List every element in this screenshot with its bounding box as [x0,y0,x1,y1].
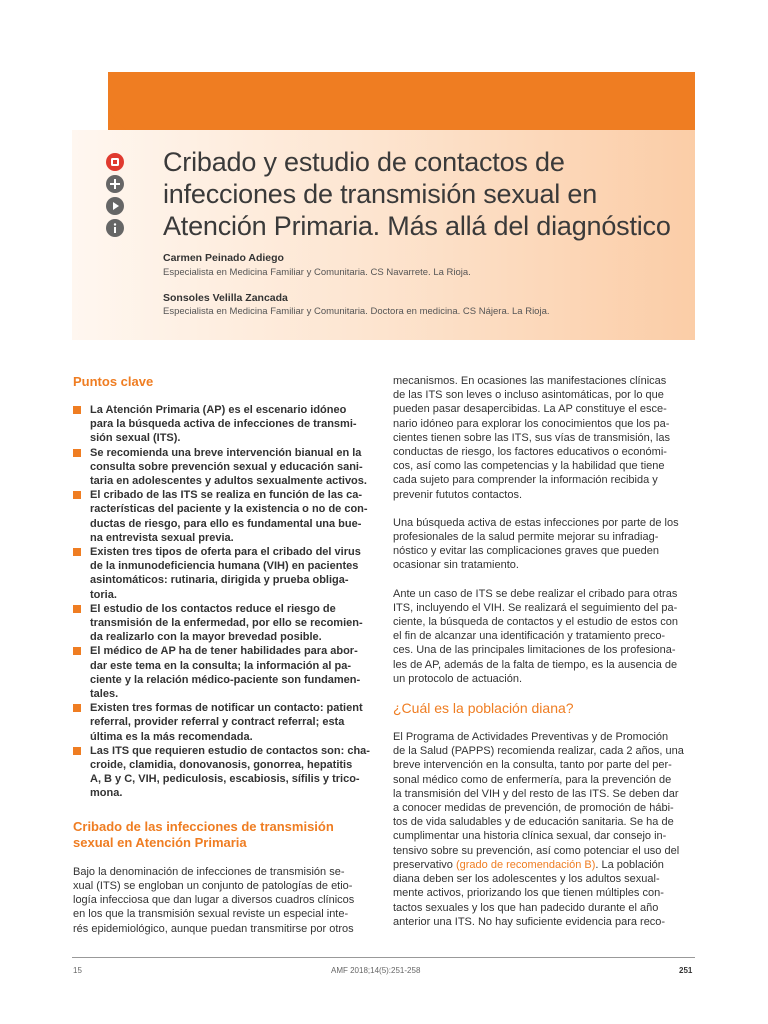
key-points-heading: Puntos clave [73,374,154,389]
text-line: na entrevista sexual previa. [90,531,234,544]
text-line [393,858,695,872]
text-line: toria. [90,588,117,601]
text-line: el fin de alcanzar una identificación y tratamiento preco- [393,630,666,643]
text-line: nario idóneo para explorar los conocimientos que los pa- [393,417,670,430]
key-point [73,403,376,446]
text-line: ductas de riesgo, para ello es fundamental una bue- [90,517,362,530]
text-line: cada sujeto para comprender la información recibida y [393,474,658,487]
text-fragment: preservativo [393,858,456,871]
text-line: sonal médico como de enfermería, para la prevención de [393,773,672,786]
text-line: xual (ITS) se engloban un conjunto de patologías de etio- [73,879,353,892]
text-line: logía infecciosa que dan lugar a diversos cuadros clínicos [73,894,355,907]
left-column [73,374,376,936]
text-line: racterísticas del paciente y la existencia o no de con- [90,503,368,516]
text-line: mecanismos. En ocasiones las manifestaciones clínicas [393,375,667,387]
article-icons [106,153,126,241]
page-number: 251 [679,966,693,975]
text-line: Existen tres tipos de oferta para el cribado del virus [90,546,361,559]
text-line: de las ITS son leves o incluso asintomáticas, por lo que [393,389,664,402]
recommendation-grade: (grado de recomendación B) [455,858,596,871]
text-line: tos de vida saludables y de educación sanitaria. Se ha de [393,816,674,829]
text-line: taria en adolescentes y adultos sexualmente activos. [90,475,367,488]
text-line: de la Salud (PAPPS) recomienda realizar, cada 2 años, una [393,745,684,758]
text-line: profesionales de la salud permite mejorar su infradiag- [393,531,659,544]
paragraph [393,374,695,502]
text-line: breve intervención en la consulta, tanto por parte del per- [393,759,672,772]
author-affiliation: Especialista en Medicina Familiar y Comunitaria. Doctora en medicina. CS Nájera. La Rioja. [163,306,550,317]
paragraph [393,587,695,686]
title-line: infecciones de transmisión sexual en [163,179,598,209]
plus-icon[interactable] [106,175,124,193]
text-line: consulta sobre prevención sexual y educación sani- [90,460,363,473]
header-band [108,72,695,132]
text-line: ITS, incluyendo el VIH. Se realizará el seguimiento del pa- [393,601,678,614]
title-line: Cribado y estudio de contactos de [163,147,565,177]
text-line: dar este tema en la consulta; la información al pa- [90,659,352,672]
footer-left-number: 15 [73,966,82,975]
stop-icon[interactable] [106,153,124,171]
text-line: referral, provider referral y contract referral; esta [90,716,345,729]
text-line: Existen tres formas de notificar un contacto: patient [90,702,363,715]
section-heading: ¿Cuál es la población diana? [393,700,574,717]
text-line: prevenir fututos contactos. [393,488,523,501]
text-line: sión sexual (ITS). [90,432,181,445]
text-line: tensivo sobre su prevención, así como potenciar el uso del [393,844,680,857]
text-line: La Atención Primaria (AP) es el escenario idóneo [90,404,347,416]
text-line: El cribado de las ITS se realiza en función de las ca- [90,489,363,502]
title-line: Atención Primaria. Más allá del diagnóstico [163,211,671,241]
text-line: ocasionar sin tratamiento. [393,559,519,572]
article-title [163,146,693,242]
text-line: Bajo la denominación de infecciones de transmisión se- [73,865,345,878]
text-line: Una búsqueda activa de estas infecciones por parte de los [393,516,679,529]
text-line: para la búsqueda activa de infecciones de transmi- [90,418,357,431]
text-line: Las ITS que requieren estudio de contactos son: cha- [90,744,370,757]
text-line: A, B y C, VIH, pediculosis, escabiosis, sífilis y trico- [90,773,360,786]
paragraph [393,516,695,573]
info-icon[interactable] [106,219,124,237]
key-point [73,602,376,645]
text-line: cumplimentar una historia clínica sexual, dar consejo in- [393,830,667,843]
text-line: mente activos, priorizando los que tienen múltiples con- [393,887,664,900]
text-line: la transmisión del VIH y del resto de las ITS. Se deben dar [393,787,679,800]
footer-citation: AMF 2018;14(5):251-258 [331,966,421,975]
author-affiliation: Especialista en Medicina Familiar y Comunitaria. CS Navarrete. La Rioja. [163,267,471,278]
text-line: un protocolo de actuación. [393,672,523,685]
text-line: tactos sexuales y los que han padecido durante el año [393,901,659,914]
header-band-notch [108,112,128,132]
text-line: rés epidemiológico, aunque puedan transmitirse por otros [73,922,354,935]
key-point [73,446,376,489]
author-name: Carmen Peinado Adiego [163,252,284,264]
text-line: El médico de AP ha de tener habilidades para abor- [90,645,358,658]
heading-line: Cribado de las infecciones de transmisión [73,818,334,834]
heading-line: sexual en Atención Primaria [73,834,247,850]
text-line: anterior una ITS. No hay suficiente evidencia para reco- [393,915,666,928]
text-line: pueden pasar desapercibidas. La AP constituye el esce- [393,403,667,416]
text-line: a conocer medidas de prevención, de promoción de hábi- [393,802,674,815]
section-body [73,865,376,936]
text-fragment: . La población [595,858,664,871]
key-points-list [73,403,376,801]
text-line: les de AP, además de la falta de tiempo, es la ausencia de [393,658,678,671]
text-line: El Programa de Actividades Preventivas y de Promoción [393,731,669,744]
text-line: ciente, la búsqueda de contactos y el estudio de estos con [393,616,678,629]
right-column [393,374,695,929]
footer-divider [72,957,695,958]
text-line: El estudio de los contactos reduce el riesgo de [90,602,336,615]
text-line: en los que la transmisión sexual reviste un especial inte- [73,908,349,921]
play-icon[interactable] [106,197,124,215]
key-point [73,545,376,602]
text-line: croide, clamidia, donovanosis, gonorrea, hepatitis [90,759,353,772]
text-line: nóstico y evitar las complicaciones graves que pueden [393,545,659,558]
text-line: asintomáticos: rutinaria, dirigida y prueba obliga- [90,574,349,587]
text-line: ces. Una de las principales limitaciones de los profesiona- [393,644,676,657]
key-point [73,701,376,744]
author-name: Sonsoles Velilla Zancada [163,292,288,304]
text-line: cientes tienen sobre las ITS, sus vías de transmisión, las [393,431,670,444]
key-point [73,644,376,701]
section-heading [73,819,376,851]
text-line: conductas de riesgo, los factores educativos o económi- [393,446,667,459]
text-line: Se recomienda una breve intervención bianual en la [90,446,362,459]
text-line: Ante un caso de ITS se debe realizar el cribado para otras [393,587,678,600]
text-line: transmisión de la enfermedad, por ello se recomien- [90,617,363,630]
text-line: de la inmunodeficiencia humana (VIH) en pacientes [90,560,359,573]
text-line: cos, así como las competencias y la habilidad que tiene [393,460,665,473]
key-point [73,744,376,801]
text-line: diana deben ser los adolescentes y los adultos sexual- [393,873,660,886]
text-line: mona. [90,787,123,800]
text-line: tales. [90,688,119,701]
key-point [73,488,376,545]
text-line: ciente y la relación médico-paciente son fundamen- [90,673,361,686]
text-line: última es la más recomendada. [90,730,253,743]
text-line: da realizarlo con la mayor brevedad posible. [90,631,322,644]
paragraph [393,730,695,929]
